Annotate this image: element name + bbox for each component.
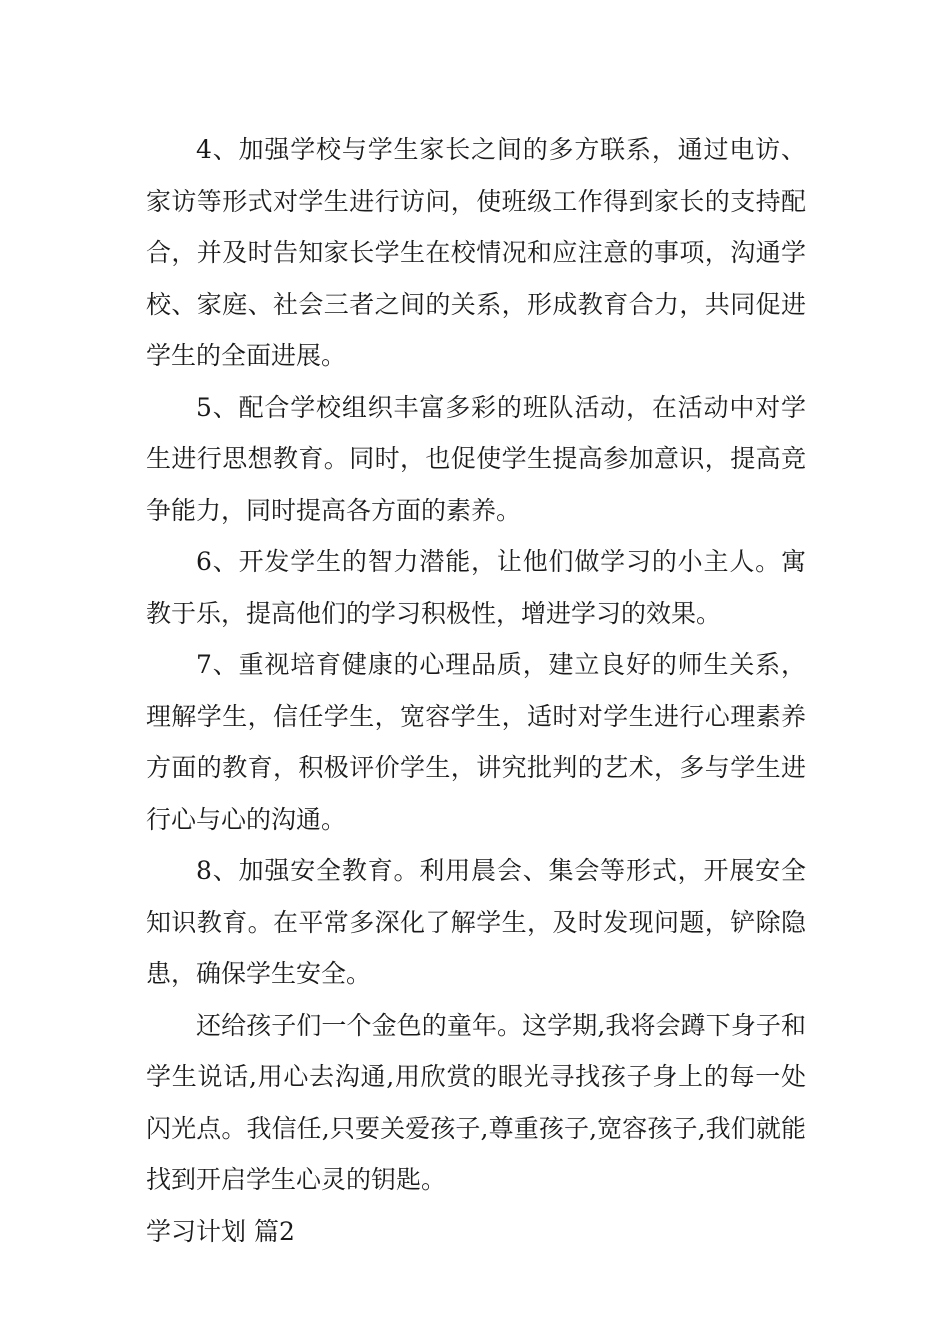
paragraph-item-4: 4、加强学校与学生家长之间的多方联系，通过电访、家访等形式对学生进行访问，使班级工作得到家长的支持配合，并及时告知家长学生在校情况和应注意的事项，沟通学校、家庭、社会三者之间的关系，形成教育合力，共同促进学生的全面进展。 [146,135,806,370]
paragraph-item-6: 6、开发学生的智力潜能，让他们做学习的小主人。寓教于乐，提高他们的学习积极性，增进学习的效果。 [146,547,806,628]
closing-paragraph: 还给孩子们一个金色的童年。这学期,我将会蹲下身子和学生说话,用心去沟通,用欣赏的眼光寻找孩子身上的每一处闪光点。我信任,只要关爱孩子,尊重孩子,宽容孩子,我们就能找到开启学生心灵的钥匙。 [146,1010,806,1194]
paragraph-item-7: 7、重视培育健康的心理品质，建立良好的师生关系，理解学生，信任学生，宽容学生，适时对学生进行心理素养方面的教育，积极评价学生，讲究批判的艺术，多与学生进行心与心的沟通。 [146,650,806,834]
paragraph-item-8: 8、加强安全教育。利用晨会、集会等形式，开展安全知识教育。在平常多深化了解学生，及时发现问题，铲除隐患，确保学生安全。 [146,856,806,988]
document-body [146,124,806,1257]
paragraph-item-5: 5、配合学校组织丰富多彩的班队活动，在活动中对学生进行思想教育。同时，也促使学生提高参加意识，提高竞争能力，同时提高各方面的素养。 [146,392,806,525]
section-heading: 学习计划 篇2 [146,1216,295,1246]
